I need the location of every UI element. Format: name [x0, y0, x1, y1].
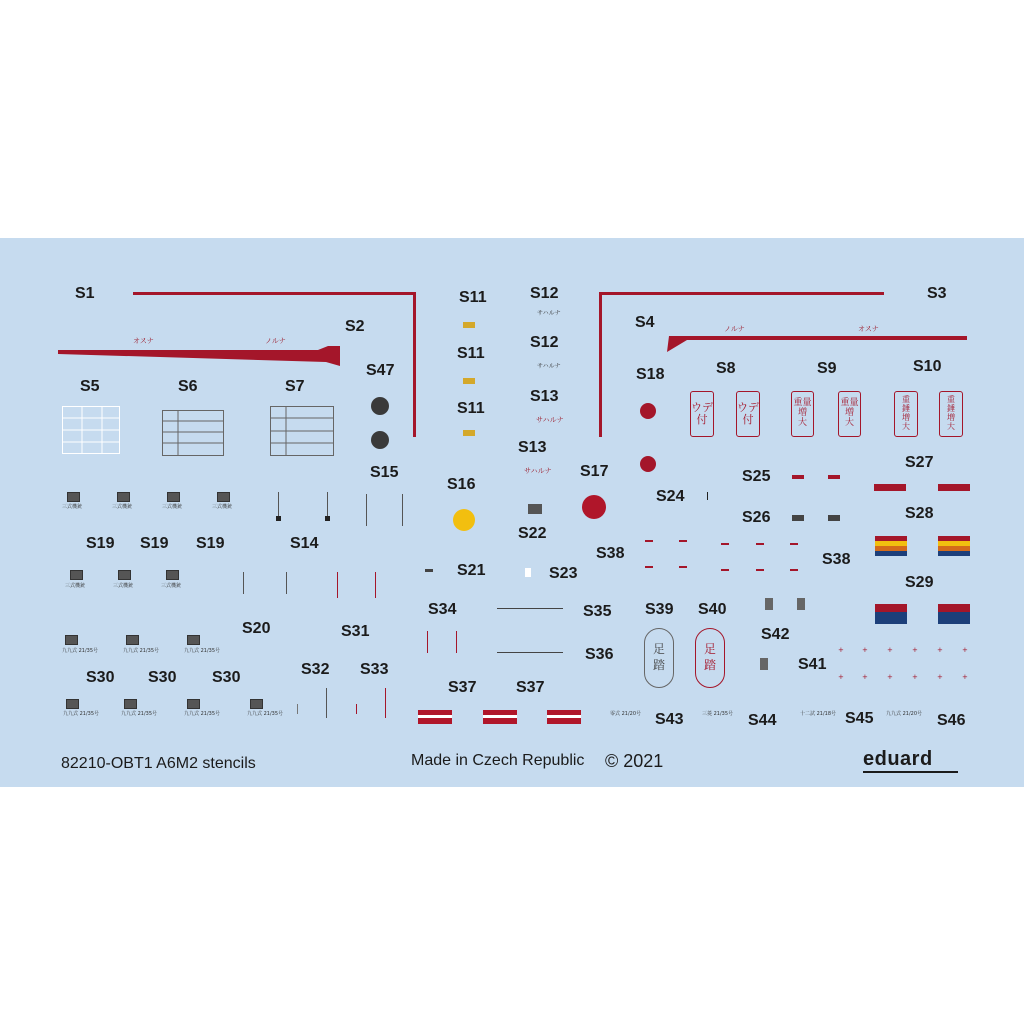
stencil-s41-cross-9: + — [887, 673, 893, 681]
stencil-s28-flag-1 — [875, 536, 907, 556]
label-s12-b: S12 — [530, 334, 559, 351]
label-s11-b: S11 — [457, 345, 485, 362]
decal-sheet — [0, 238, 1024, 787]
stencil-s39-oval — [644, 628, 674, 688]
stencil-s11-b — [463, 378, 475, 384]
label-s33: S33 — [360, 661, 389, 678]
stencil-s8-box-1: ウデ 付 — [690, 391, 714, 437]
caption-s44: 三菱 21/35号 — [702, 711, 733, 717]
stencil-s38-dash-4 — [756, 543, 764, 545]
stencil-s31-v2 — [375, 572, 376, 598]
caption-s30-a2: 九九式 21/35号 — [123, 648, 159, 654]
label-s47: S47 — [366, 362, 395, 379]
stencil-s8-box-2: ウデ 付 — [736, 391, 760, 437]
kana-saruna-s13b: サハルナ — [524, 467, 552, 475]
stencil-s34-v2 — [456, 631, 457, 653]
stencil-s30-chip-a3 — [187, 635, 200, 645]
stencil-s38-dash-6 — [645, 566, 653, 568]
stencil-s30-chip-b3 — [187, 699, 200, 709]
label-s19-b: S19 — [140, 535, 169, 552]
stencil-s42-1 — [765, 598, 773, 610]
kana-saruna-s12a: サハルナ — [537, 310, 561, 317]
stencil-s15-v2 — [402, 494, 403, 526]
label-s30-a: S30 — [86, 669, 115, 686]
label-s26: S26 — [742, 509, 771, 526]
stencil-s31-v1 — [337, 572, 338, 598]
caption-s30-b1: 九九式 21/35号 — [63, 711, 99, 717]
kana-saruna-s13a: サハルナ — [536, 416, 564, 424]
stencil-s14-sq2 — [325, 516, 330, 521]
label-s19-c: S19 — [196, 535, 225, 552]
label-s6: S6 — [178, 378, 198, 395]
caption-s30-a1: 九九式 21/35号 — [62, 648, 98, 654]
stencil-s3-line — [602, 292, 884, 295]
stencil-s38-dash-2 — [679, 540, 687, 542]
label-s39: S39 — [645, 601, 674, 618]
label-s5: S5 — [80, 378, 100, 395]
stencil-s35-line — [497, 608, 563, 609]
stencil-s25-1 — [792, 475, 804, 479]
label-s19-a: S19 — [86, 535, 115, 552]
stencil-s19-chip-2 — [117, 492, 130, 502]
stencil-s25-2 — [828, 475, 840, 479]
label-s16: S16 — [447, 476, 476, 493]
stencil-s19-chip-6 — [118, 570, 131, 580]
caption-s30-b2: 九九式 21/35号 — [121, 711, 157, 717]
label-s34: S34 — [428, 601, 457, 618]
label-s25: S25 — [742, 468, 771, 485]
s39-text-top: 足 — [652, 642, 665, 657]
label-s8: S8 — [716, 360, 736, 377]
stencil-s38-dash-10 — [790, 569, 798, 571]
stencil-s27-2 — [938, 484, 970, 491]
label-s36: S36 — [585, 646, 614, 663]
label-s9: S9 — [817, 360, 837, 377]
stencil-s3-vertical — [599, 292, 602, 437]
caption-s30-b4: 九九式 21/35号 — [247, 711, 283, 717]
stencil-s18-dot-1 — [640, 403, 656, 419]
stencil-s41-cross-12: + — [962, 673, 968, 681]
label-s46: S46 — [937, 712, 966, 729]
stencil-s22 — [528, 504, 542, 514]
label-s38-b: S38 — [822, 551, 851, 568]
stencil-s37-3 — [547, 710, 581, 724]
label-s35: S35 — [583, 603, 612, 620]
stencil-s17-red-dot — [582, 495, 606, 519]
caption-s19-6: 三式機銃 — [113, 583, 134, 589]
stencil-s34-v1 — [427, 631, 428, 653]
label-s2: S2 — [345, 318, 365, 335]
stencil-s14-v2 — [327, 492, 328, 516]
stencil-s41-cross-8: + — [862, 673, 868, 681]
stencil-s41-cross-10: + — [912, 673, 918, 681]
caption-s19-7: 三式機銃 — [161, 583, 182, 589]
brand-logo: eduard — [863, 748, 933, 770]
stencil-s47-dot-1 — [371, 397, 389, 415]
label-s7: S7 — [285, 378, 305, 395]
stencil-s27-1 — [874, 484, 906, 491]
stencil-s18-dot-2 — [640, 456, 656, 472]
stencil-s33-arrow — [385, 688, 386, 718]
stencil-s7-table — [270, 406, 334, 456]
stencil-s16-yellow-dot — [453, 509, 475, 531]
label-s14: S14 — [290, 535, 319, 552]
sheet-title: 82210-OBT1 A6M2 stencils — [61, 755, 256, 772]
stencil-s24-arrow — [707, 492, 708, 500]
stencil-s1-vertical — [413, 292, 416, 437]
caption-s19-1: 三式機銃 — [62, 504, 83, 510]
label-s23: S23 — [549, 565, 578, 582]
stencil-s41-cross-6: + — [962, 646, 968, 654]
label-s18: S18 — [636, 366, 665, 383]
made-in-text: Made in Czech Republic — [411, 752, 585, 769]
stencil-s41-cross-11: + — [937, 673, 943, 681]
label-s17: S17 — [580, 463, 609, 480]
kana-noruna-right: ノルナ — [724, 325, 745, 333]
stencil-s14-v1 — [278, 492, 279, 516]
stencil-s14-sq1 — [276, 516, 281, 521]
stencil-s42-3 — [760, 658, 768, 670]
label-s30-b: S30 — [148, 669, 177, 686]
stencil-s32-mark — [297, 704, 298, 714]
stencil-s32-arrow — [326, 688, 327, 718]
stencil-s30-chip-a2 — [126, 635, 139, 645]
stencil-s4-shape — [667, 336, 967, 354]
stencil-s30-chip-b2 — [124, 699, 137, 709]
caption-s30-b3: 九九式 21/35号 — [184, 711, 220, 717]
stencil-s38-dash-7 — [679, 566, 687, 568]
s39-text-bottom: 踏 — [652, 658, 665, 672]
s40-text-top: 足 — [703, 642, 716, 657]
caption-s19-4: 三式機銃 — [212, 504, 233, 510]
label-s41: S41 — [798, 656, 827, 673]
stencil-s38-dash-1 — [645, 540, 653, 542]
stencil-s30-chip-b4 — [250, 699, 263, 709]
stencil-s10-box-2: 重 錘 増 大 — [939, 391, 963, 437]
caption-s45: 十二試 21/18号 — [800, 711, 836, 717]
stencil-s40-oval — [695, 628, 725, 688]
stencil-s38-dash-9 — [756, 569, 764, 571]
stencil-s37-1 — [418, 710, 452, 724]
stencil-s26-1 — [792, 515, 804, 521]
stencil-s33-mark — [356, 704, 357, 714]
kana-noruna-left: ノルナ — [265, 337, 286, 345]
stencil-s37-2 — [483, 710, 517, 724]
stencil-s2-shape — [58, 346, 343, 368]
stencil-s20-v1 — [243, 572, 244, 594]
stencil-s21 — [425, 569, 433, 572]
stencil-s36-line — [497, 652, 563, 653]
stencil-s15-v1 — [366, 494, 367, 526]
stencil-s42-2 — [797, 598, 805, 610]
label-s38-a: S38 — [596, 545, 625, 562]
label-s15: S15 — [370, 464, 399, 481]
caption-s46: 九九式 21/20号 — [886, 711, 922, 717]
label-s12-a: S12 — [530, 285, 559, 302]
stencil-s19-chip-4 — [217, 492, 230, 502]
stencil-s30-chip-b1 — [66, 699, 79, 709]
caption-s19-3: 三式機銃 — [162, 504, 183, 510]
stencil-s41-cross-7: + — [838, 673, 844, 681]
stencil-s38-dash-8 — [721, 569, 729, 571]
stencil-s41-cross-3: + — [887, 646, 893, 654]
stencil-s20-v2 — [286, 572, 287, 594]
stencil-s10-box-1: 重 錘 増 大 — [894, 391, 918, 437]
label-s43: S43 — [655, 711, 684, 728]
label-s22: S22 — [518, 525, 547, 542]
stencil-s47-dot-2 — [371, 431, 389, 449]
copyright-text: © 2021 — [605, 751, 664, 771]
label-s40: S40 — [698, 601, 727, 618]
label-s11-c: S11 — [457, 400, 485, 417]
kana-saruna-s12b: サハルナ — [537, 363, 561, 370]
label-s10: S10 — [913, 358, 942, 375]
stencil-s41-cross-4: + — [912, 646, 918, 654]
label-s28: S28 — [905, 505, 934, 522]
label-s21: S21 — [457, 562, 486, 579]
stencil-s41-cross-1: + — [838, 646, 844, 654]
stencil-s9-box-2: 重量 増 大 — [838, 391, 861, 437]
label-s45: S45 — [845, 710, 874, 727]
label-s37-b: S37 — [516, 679, 545, 696]
caption-s19-2: 三式機銃 — [112, 504, 133, 510]
stencil-s26-2 — [828, 515, 840, 521]
caption-s19-5: 三式機銃 — [65, 583, 86, 589]
stencil-s28-flag-2 — [938, 536, 970, 556]
stencil-s11-c — [463, 430, 475, 436]
label-s42: S42 — [761, 626, 790, 643]
stencil-s19-chip-1 — [67, 492, 80, 502]
stencil-s41-cross-2: + — [862, 646, 868, 654]
stencil-s41-cross-5: + — [937, 646, 943, 654]
label-s30-c: S30 — [212, 669, 241, 686]
stencil-s11-a — [463, 322, 475, 328]
stencil-s6-table — [162, 410, 224, 456]
stencil-s23 — [525, 568, 531, 577]
stencil-s19-chip-5 — [70, 570, 83, 580]
stencil-s38-dash-3 — [721, 543, 729, 545]
s40-text-bottom: 踏 — [703, 658, 716, 672]
caption-s43: 零式 21/20号 — [610, 711, 641, 717]
label-s32: S32 — [301, 661, 330, 678]
label-s24: S24 — [656, 488, 685, 505]
label-s3: S3 — [927, 285, 947, 302]
label-s20: S20 — [242, 620, 271, 637]
stencil-s5-white-table — [62, 406, 120, 454]
stencil-s29-flag-1 — [875, 604, 907, 624]
stencil-s9-box-1: 重量 増 大 — [791, 391, 814, 437]
label-s1: S1 — [75, 285, 95, 302]
stencil-s38-dash-5 — [790, 543, 798, 545]
stencil-s1-line — [133, 292, 416, 295]
stencil-s30-chip-a1 — [65, 635, 78, 645]
kana-osuna-right: オスナ — [858, 325, 879, 333]
caption-s30-a3: 九九式 21/35号 — [184, 648, 220, 654]
label-s44: S44 — [748, 712, 777, 729]
label-s4: S4 — [635, 314, 655, 331]
label-s31: S31 — [341, 623, 370, 640]
label-s13-a: S13 — [530, 388, 559, 405]
stencil-s19-chip-7 — [166, 570, 179, 580]
label-s27: S27 — [905, 454, 934, 471]
stencil-s19-chip-3 — [167, 492, 180, 502]
stencil-s29-flag-2 — [938, 604, 970, 624]
label-s11-a: S11 — [459, 289, 487, 306]
label-s37-a: S37 — [448, 679, 477, 696]
label-s13-b: S13 — [518, 439, 547, 456]
kana-osuna-left: オスナ — [133, 337, 154, 345]
label-s29: S29 — [905, 574, 934, 591]
brand-underline — [863, 771, 958, 773]
